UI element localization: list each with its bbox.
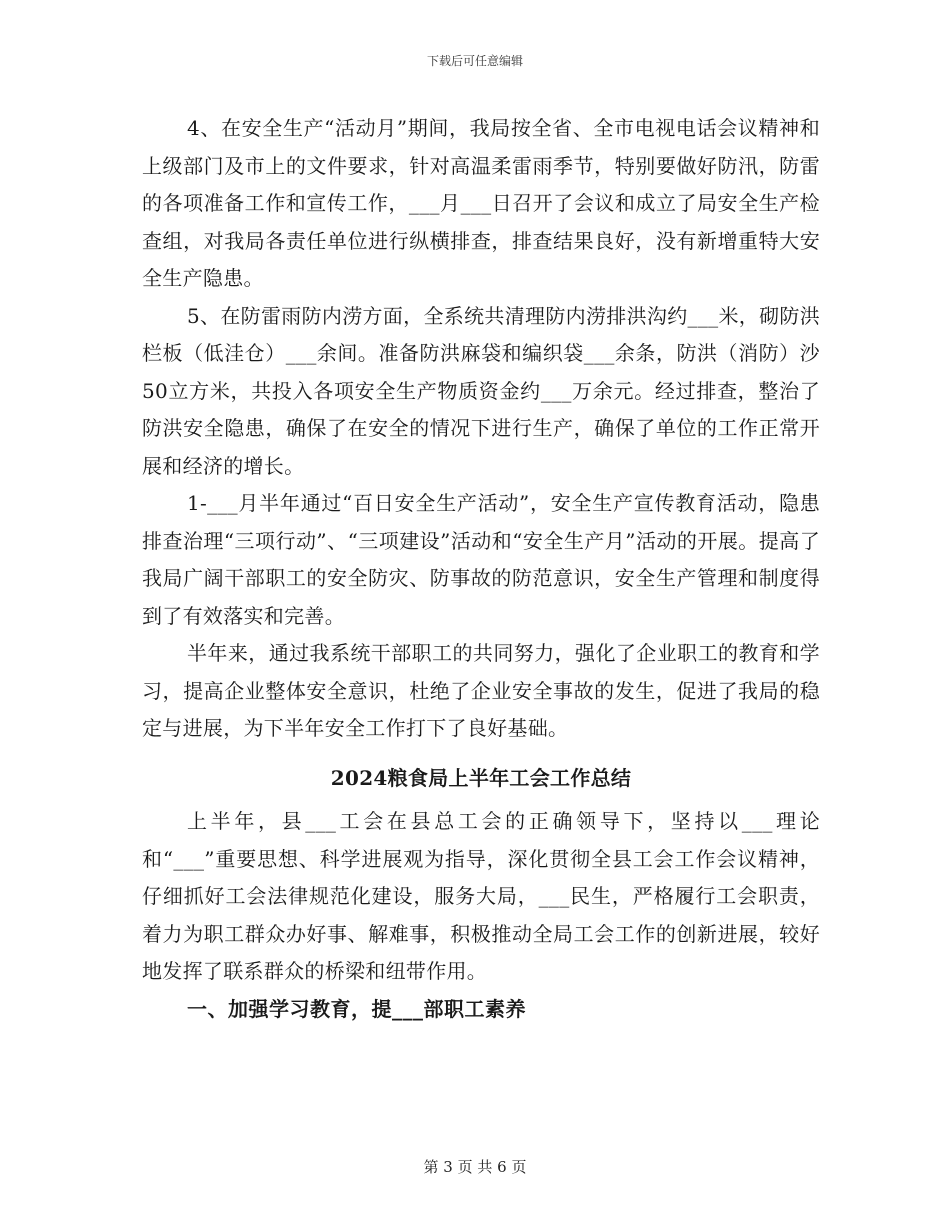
paragraph-activity-month: 4、在安全生产“活动月”期间，我局按全省、全市电视电话会议精神和上级部门及市上的文件要求，针对高温柔雷雨季节，特别要做好防汛，防雷的各项准备工作和宣传工作，___月___日召开了会议和成立了局安全生产检查组，对我局各责任单位进行纵横排查，排查结果良好，没有新增重特大安全生产隐患。 (142, 116, 820, 290)
heading-strengthen-learning: 一、加强学习教育，提___部职工素养 (187, 996, 526, 1021)
paragraph-half-year-activities: 1-___月半年通过“百日安全生产活动”，安全生产宣传教育活动，隐患排查治理“三项行动”、“三项建设”活动和“安全生产月”活动的开展。提高了我局广阔干部职工的安全防灾、防事故的防范意识，安全生产管理和制度得到了有效落实和完善。 (142, 491, 820, 628)
page-number-footer: 第 3 页 共 6 页 (423, 1158, 527, 1176)
paragraph-half-year-summary: 半年来，通过我系统干部职工的共同努力，强化了企业职工的教育和学习，提高企业整体安全意识，杜绝了企业安全事故的发生，促进了我局的稳定与进展，为下半年安全工作打下了良好基础。 (142, 641, 820, 740)
paragraph-flood-prevention: 5、在防雷雨防内涝方面，全系统共清理防内涝排洪沟约___米，砌防洪栏板（低洼仓）___余间。准备防洪麻袋和编织袋___余条，防洪（消防）沙50立方米，共投入各项安全生产物质资金约___万余元。经过排查，整治了防洪安全隐患，确保了在安全的情况下进行生产，确保了单位的工作正常开展和经济的增长。 (142, 303, 820, 478)
section-title: 2024粮食局上半年工会工作总结 (330, 765, 632, 790)
paragraph-union-intro: 上半年，县___工会在县总工会的正确领导下，坚持以___理论和“___”重要思想、科学进展观为指导，深化贯彻全县工会工作会议精神，仔细抓好工会法律规范化建设，服务大局，___民生，严格履行工会职责，着力为职工群众办好事、解难事，积极推动全局工会工作的创新进展，较好地发挥了联系群众的桥梁和纽带作用。 (142, 809, 820, 983)
page-header-note: 下载后可任意编辑 (426, 54, 523, 68)
document-body (142, 110, 820, 1028)
